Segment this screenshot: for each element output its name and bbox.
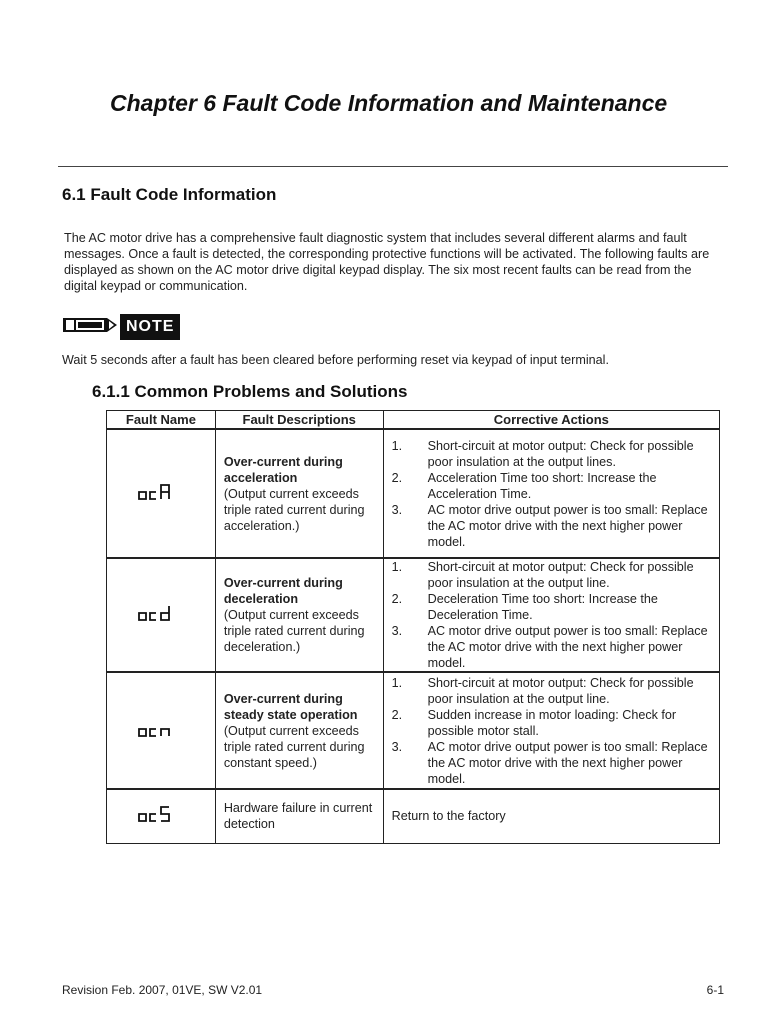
fault-code-display xyxy=(136,718,186,740)
actions-list xyxy=(384,675,719,787)
table-header-row xyxy=(107,411,720,430)
action-item: 3. AC motor drive output power is too small: Replace the AC motor drive with the next higher power model. xyxy=(391,739,708,786)
subsection-title: 6.1.1 Common Problems and Solutions xyxy=(92,382,408,401)
fault-detail: (Output current exceeds triple rated current during deceleration.) xyxy=(223,608,365,654)
header-corrective-actions: Corrective Actions xyxy=(383,411,719,430)
fault-description-cell xyxy=(215,789,383,843)
header-fault-descriptions: Fault Descriptions xyxy=(215,411,383,430)
intro-paragraph: The AC motor drive has a comprehensive fault diagnostic system that includes several different alarms and fault messages. Once a fault is detected, the corresponding protective functions will be activated. The following faults are displayed as shown on the AC motor drive digital keypad display. The six most recent faults can be read from the digital keypad or communication. xyxy=(64,231,710,293)
fault-code-display xyxy=(136,481,186,503)
fault-code-display xyxy=(136,803,186,825)
table-row xyxy=(107,558,720,672)
title-divider xyxy=(58,166,728,167)
fault-title: Over-current during acceleration xyxy=(223,454,343,485)
corrective-actions-cell: Return to the factory xyxy=(383,789,719,843)
fault-code-cell xyxy=(107,558,216,672)
pencil-hand-icon xyxy=(62,311,118,344)
note-text: Wait 5 seconds after a fault has been cleared before performing reset via keypad of input terminal. xyxy=(62,353,609,367)
footer-revision: Revision Feb. 2007, 01VE, SW V2.01 xyxy=(62,983,263,997)
action-item: 1. Short-circuit at motor output: Check for possible poor insulation at the output lines. xyxy=(391,438,694,469)
header-fault-name: Fault Name xyxy=(107,411,216,430)
actions-list xyxy=(384,559,719,671)
fault-description-cell xyxy=(215,672,383,789)
fault-detail: (Output current exceeds triple rated current during acceleration.) xyxy=(223,486,365,533)
note-label: NOTE xyxy=(120,314,180,340)
fault-detail: (Output current exceeds triple rated current during constant speed.) xyxy=(223,723,365,770)
action-item: 2. Acceleration Time too short: Increase the Acceleration Time. xyxy=(391,470,657,501)
table-row xyxy=(107,429,720,558)
fault-title: Over-current during deceleration xyxy=(223,576,343,606)
corrective-actions-cell xyxy=(383,672,719,789)
corrective-actions-cell xyxy=(383,429,719,558)
actions-list xyxy=(384,438,719,550)
action-item: 2. Deceleration Time too short: Increase the Deceleration Time. xyxy=(391,592,658,622)
action-item: 1. Short-circuit at motor output: Check for possible poor insulation at the output line. xyxy=(391,560,694,590)
chapter-title: Chapter 6 Fault Code Information and Maintenance xyxy=(110,90,668,116)
action-item: 2. Sudden increase in motor loading: Check for possible motor stall. xyxy=(391,707,677,738)
fault-description-cell xyxy=(215,429,383,558)
fault-title: Over-current during steady state operation xyxy=(223,691,358,722)
fault-table xyxy=(106,410,720,844)
fault-code-cell xyxy=(107,789,216,843)
action-item: 1. Short-circuit at motor output: Check for possible poor insulation at the output line. xyxy=(391,675,694,706)
footer-page-number: 6-1 xyxy=(706,983,724,997)
action-item: 3. AC motor drive output power is too small: Replace the AC motor drive with the next higher power model. xyxy=(391,624,708,670)
table-row xyxy=(107,789,720,843)
fault-code-cell xyxy=(107,672,216,789)
note-badge xyxy=(62,313,180,341)
fault-detail: Hardware failure in current detection xyxy=(223,801,373,832)
fault-code-display xyxy=(136,602,186,624)
action-item: 3. AC motor drive output power is too small: Replace the AC motor drive with the next higher power model. xyxy=(391,502,708,549)
fault-code-cell xyxy=(107,429,216,558)
fault-description-cell xyxy=(215,558,383,672)
table-row xyxy=(107,672,720,789)
section-title: 6.1 Fault Code Information xyxy=(62,185,277,204)
corrective-actions-cell xyxy=(383,558,719,672)
